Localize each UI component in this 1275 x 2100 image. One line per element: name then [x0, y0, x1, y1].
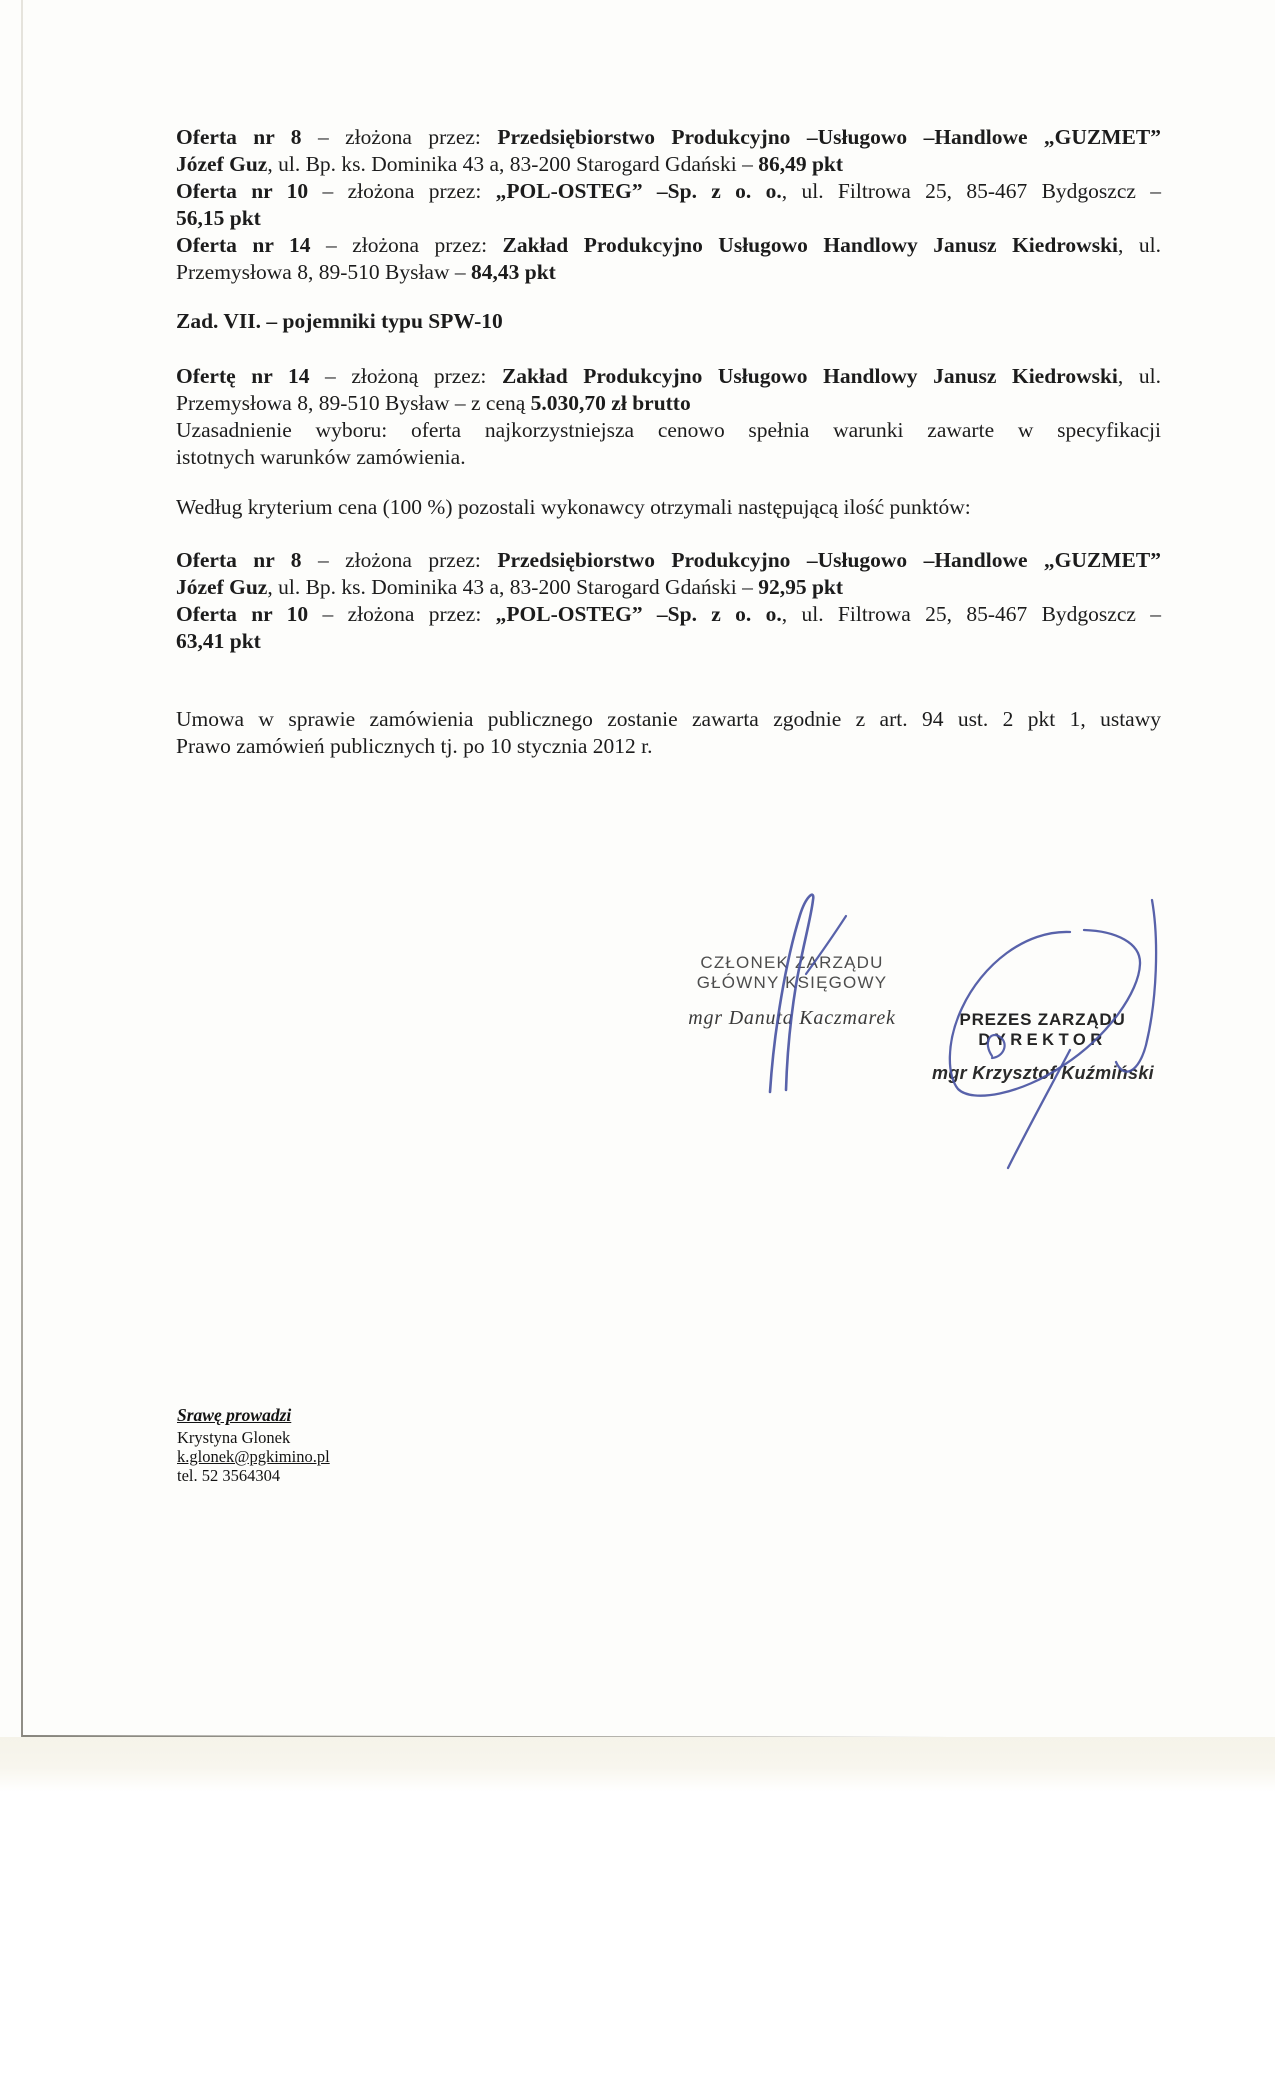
scanner-background-band	[0, 1737, 1275, 1792]
text-line: Umowa w sprawie zamówienia publicznego zostanie zawarta zgodnie z art. 94 ust. 2 pkt 1, ustawy	[176, 707, 1161, 731]
stamp-title-line: DYREKTOR	[978, 1031, 1107, 1049]
text-line: Przemysłowa 8, 89-510 Bysław – 84,43 pkt	[176, 260, 556, 284]
text-line: Oferta nr 10 – złożona przez: „POL-OSTEG” –Sp. z o. o., ul. Filtrowa 25, 85-467 Bydgoszcz –	[176, 179, 1161, 203]
text-block-criteria	[176, 494, 1161, 521]
text-block-contract	[176, 706, 1161, 760]
case-officer-name: Krystyna Glonek	[177, 1428, 291, 1447]
text-line: Uzasadnienie wyboru: oferta najkorzystniejsza cenowo spełnia warunki zawarte w specyfikacji	[176, 418, 1161, 442]
signature-krzysztof-ink-jstroke	[1116, 900, 1156, 1072]
stamp-name-danuta-kaczmarek: mgr Danuta Kaczmarek	[688, 1007, 896, 1029]
text-block-award	[176, 363, 1161, 471]
stamp-title-line: GŁÓWNY KSIĘGOWY	[696, 973, 888, 992]
text-line: Oferta nr 14 – złożona przez: Zakład Produkcyjno Usługowo Handlowy Janusz Kiedrowski, ul.	[176, 233, 1161, 257]
page-left-edge-line	[21, 0, 23, 1737]
text-line: Przemysłowa 8, 89-510 Bysław – z ceną 5.030,70 zł brutto	[176, 391, 691, 415]
text-line: Józef Guz, ul. Bp. ks. Dominika 43 a, 83-200 Starogard Gdański – 86,49 pkt	[176, 152, 844, 176]
text-line: 56,15 pkt	[176, 206, 261, 230]
signature-krzysztof-ink-curl	[988, 1035, 1005, 1058]
signature-danuta-ink	[770, 895, 813, 1092]
contact-email: k.glonek@pgkimino.pl	[177, 1447, 330, 1466]
case-officer-lead: Srawę prowadzi	[177, 1405, 292, 1425]
text-line: Oferta nr 8 – złożona przez: Przedsiębiorstwo Produkcyjno –Usługowo –Handlowe „GUZMET”	[176, 125, 1161, 149]
stamp-name-krzysztof-kuzminski: mgr Krzysztof Kuźmiński	[932, 1063, 1154, 1083]
text-line: 63,41 pkt	[176, 629, 261, 653]
contact-phone: tel. 52 3564304	[177, 1466, 281, 1485]
text-line: Ofertę nr 14 – złożoną przez: Zakład Produkcyjno Usługowo Handlowy Janusz Kiedrowski, ul.	[176, 364, 1161, 388]
signature-krzysztof-ink-oval	[950, 930, 1140, 1096]
text-block-offers-final	[176, 547, 1161, 655]
signature-krzysztof-ink-tail	[1008, 1050, 1070, 1168]
stamp-title-line: CZŁONEK ZARZĄDU	[700, 953, 884, 972]
text-line: istotnych warunków zamówienia.	[176, 445, 466, 469]
text-line: Oferta nr 8 – złożona przez: Przedsiębiorstwo Produkcyjno –Usługowo –Handlowe „GUZMET”	[176, 548, 1161, 572]
text-line: Według kryterium cena (100 %) pozostali wykonawcy otrzymali następującą ilość punktów:	[176, 495, 971, 519]
text-line: Zad. VII. – pojemniki typu SPW-10	[176, 309, 503, 333]
case-officer-block	[177, 1406, 330, 1485]
text-block-offers-initial	[176, 124, 1161, 286]
text-line: Prawo zamówień publicznych tj. po 10 stycznia 2012 r.	[176, 734, 653, 758]
text-line: Oferta nr 10 – złożona przez: „POL-OSTEG” –Sp. z o. o., ul. Filtrowa 25, 85-467 Bydgoszcz –	[176, 602, 1161, 626]
signature-ink-overlay	[600, 860, 1220, 1190]
text-block-task-heading	[176, 308, 1161, 335]
stamp-title-line: PREZES ZARZĄDU	[959, 1010, 1126, 1029]
signature-danuta-ink-accent	[806, 916, 846, 974]
text-line: Józef Guz, ul. Bp. ks. Dominika 43 a, 83-200 Starogard Gdański – 92,95 pkt	[176, 575, 844, 599]
